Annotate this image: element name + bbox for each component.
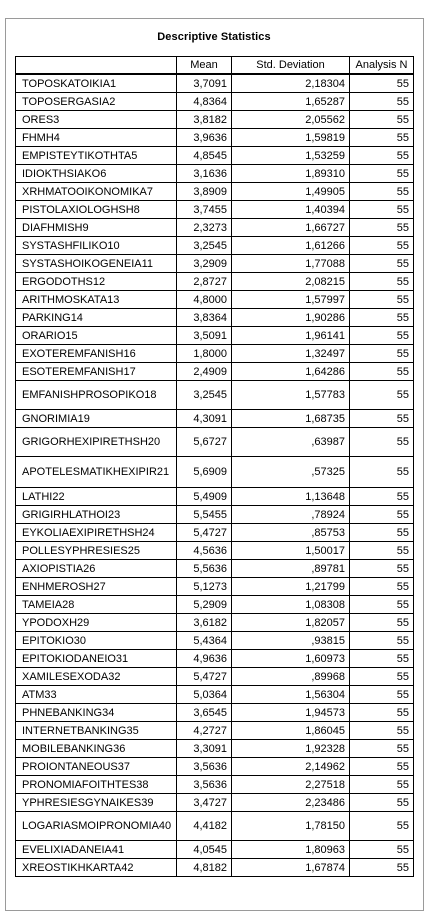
table-row [16,428,414,457]
mean-value: 5,6909 [177,457,232,488]
table-row [16,488,414,506]
row-label: XAMILESEXODA32 [16,668,177,686]
mean-value: 5,4909 [177,488,232,506]
table-row [16,740,414,758]
std-deviation-value: 1,77088 [232,255,350,273]
row-label: ATM33 [16,686,177,704]
std-deviation-value: 1,49905 [232,183,350,201]
table-row [16,410,414,428]
row-label: ERGODOTHS12 [16,273,177,291]
mean-value: 3,2545 [177,381,232,410]
mean-value: 4,3091 [177,410,232,428]
row-label: TAMEIA28 [16,596,177,614]
mean-value: 4,9636 [177,650,232,668]
mean-value: 3,7455 [177,201,232,219]
mean-value: 5,2909 [177,596,232,614]
row-label: EPITOKIODANEIO31 [16,650,177,668]
mean-value: 3,8182 [177,111,232,129]
analysis-n-value: 55 [350,147,414,165]
table-row [16,578,414,596]
std-deviation-value: 1,68735 [232,410,350,428]
analysis-n-value: 55 [350,363,414,381]
mean-value: 2,4909 [177,363,232,381]
table-row [16,758,414,776]
mean-value: 3,2909 [177,255,232,273]
analysis-n-value: 55 [350,111,414,129]
table-row [16,650,414,668]
row-label: LATHI22 [16,488,177,506]
table-row [16,327,414,345]
analysis-n-value: 55 [350,74,414,93]
std-deviation-value: 1,08308 [232,596,350,614]
table-row [16,74,414,93]
row-label: TOPOSERGASIA2 [16,93,177,111]
std-deviation-value: 2,27518 [232,776,350,794]
row-label: ORES3 [16,111,177,129]
std-deviation-value: ,78924 [232,506,350,524]
row-label: GRIGORHEXIPIRETHSH20 [16,428,177,457]
row-label: LOGARIASMOIPRONOMIA40 [16,812,177,841]
analysis-n-value: 55 [350,255,414,273]
table-row [16,614,414,632]
mean-value: 1,8000 [177,345,232,363]
table-row [16,183,414,201]
std-deviation-value: 2,23486 [232,794,350,812]
table-row [16,704,414,722]
mean-value: 3,9636 [177,129,232,147]
table-row [16,506,414,524]
mean-value: 3,7091 [177,74,232,93]
mean-value: 3,8909 [177,183,232,201]
row-label: EXOTEREMFANISH16 [16,345,177,363]
std-deviation-value: 1,94573 [232,704,350,722]
std-deviation-value: 2,08215 [232,273,350,291]
std-deviation-value: 1,21799 [232,578,350,596]
mean-value: 3,6545 [177,704,232,722]
row-label: FHMH4 [16,129,177,147]
mean-value: 4,5636 [177,542,232,560]
mean-value: 5,4364 [177,632,232,650]
std-deviation-value: 1,32497 [232,345,350,363]
table-row [16,776,414,794]
table-row [16,722,414,740]
row-label: YPHRESIESGYNAIKES39 [16,794,177,812]
analysis-n-value: 55 [350,183,414,201]
analysis-n-value: 55 [350,740,414,758]
mean-value: 5,6727 [177,428,232,457]
mean-value: 3,8364 [177,309,232,327]
analysis-n-value: 55 [350,722,414,740]
analysis-n-value: 55 [350,524,414,542]
std-deviation-value: 2,18304 [232,74,350,93]
row-label: DIAFHMISH9 [16,219,177,237]
std-deviation-value: 1,59819 [232,129,350,147]
mean-value: 4,8545 [177,147,232,165]
analysis-n-value: 55 [350,457,414,488]
table-row [16,560,414,578]
mean-value: 3,5636 [177,758,232,776]
row-label: XREOSTIKHKARTA42 [16,859,177,877]
std-deviation-value: ,85753 [232,524,350,542]
std-deviation-value: 1,65287 [232,93,350,111]
table-row [16,219,414,237]
row-label: PARKING14 [16,309,177,327]
std-deviation-value: 1,53259 [232,147,350,165]
std-deviation-value: 1,60973 [232,650,350,668]
analysis-n-value: 55 [350,219,414,237]
std-deviation-value: 1,92328 [232,740,350,758]
analysis-n-value: 55 [350,542,414,560]
analysis-n-value: 55 [350,273,414,291]
row-label: TOPOSKATOIKIA1 [16,74,177,93]
row-label: MOBILEBANKING36 [16,740,177,758]
analysis-n-value: 55 [350,381,414,410]
analysis-n-value: 55 [350,93,414,111]
analysis-n-value: 55 [350,859,414,877]
row-label: PISTOLAXIOLOGHSH8 [16,201,177,219]
row-label: GNORIMIA19 [16,410,177,428]
analysis-n-value: 55 [350,668,414,686]
mean-value: 3,4727 [177,794,232,812]
std-deviation-value: 1,57783 [232,381,350,410]
header-row [16,57,414,75]
analysis-n-value: 55 [350,812,414,841]
analysis-n-value: 55 [350,309,414,327]
table-row [16,596,414,614]
mean-value: 5,4727 [177,668,232,686]
analysis-n-value: 55 [350,327,414,345]
table-row [16,632,414,650]
std-deviation-value: 1,78150 [232,812,350,841]
row-label: IDIOKTHSIAKO6 [16,165,177,183]
analysis-n-value: 55 [350,506,414,524]
analysis-n-value: 55 [350,776,414,794]
analysis-n-value: 55 [350,410,414,428]
mean-value: 2,8727 [177,273,232,291]
table-row [16,363,414,381]
mean-value: 5,1273 [177,578,232,596]
table-row [16,255,414,273]
row-label: PROIONTANEOUS37 [16,758,177,776]
mean-value: 3,5636 [177,776,232,794]
mean-value: 4,8000 [177,291,232,309]
analysis-n-value: 55 [350,632,414,650]
std-deviation-value: 1,80963 [232,841,350,859]
analysis-n-value: 55 [350,704,414,722]
table-row [16,457,414,488]
analysis-n-value: 55 [350,841,414,859]
std-deviation-value: 1,86045 [232,722,350,740]
analysis-n-value: 55 [350,428,414,457]
table-row [16,841,414,859]
analysis-n-value: 55 [350,578,414,596]
analysis-n-value: 55 [350,345,414,363]
table-title: Descriptive Statistics [157,31,271,43]
table-row [16,794,414,812]
mean-value: 4,0545 [177,841,232,859]
row-label: PHNEBANKING34 [16,704,177,722]
mean-value: 3,6182 [177,614,232,632]
std-deviation-value: 1,96141 [232,327,350,345]
table-row [16,201,414,219]
table-body [16,74,414,877]
table-row [16,345,414,363]
std-deviation-value: ,63987 [232,428,350,457]
row-label: PRONOMIAFOITHTES38 [16,776,177,794]
std-deviation-value: 1,82057 [232,614,350,632]
table-row [16,165,414,183]
table-row [16,859,414,877]
row-label: ESOTEREMFANISH17 [16,363,177,381]
row-label: AXIOPISTIA26 [16,560,177,578]
table-row [16,524,414,542]
row-label: ENHMEROSH27 [16,578,177,596]
analysis-n-value: 55 [350,794,414,812]
mean-value: 5,5636 [177,560,232,578]
std-deviation-value: 2,14962 [232,758,350,776]
row-label: EMFANISHPROSOPIKO18 [16,381,177,410]
mean-value: 3,5091 [177,327,232,345]
row-label: POLLESYPHRESIES25 [16,542,177,560]
mean-value: 4,8182 [177,859,232,877]
table-row [16,381,414,410]
row-label: XRHMATOOIKONOMIKA7 [16,183,177,201]
row-label: ORARIO15 [16,327,177,345]
std-deviation-value: 1,56304 [232,686,350,704]
std-deviation-value: 1,89310 [232,165,350,183]
mean-value: 5,4727 [177,524,232,542]
analysis-n-value: 55 [350,650,414,668]
std-deviation-value: 2,05562 [232,111,350,129]
mean-value: 3,1636 [177,165,232,183]
mean-value: 5,5455 [177,506,232,524]
std-deviation-value: ,89968 [232,668,350,686]
column-header-analysis-n: Analysis N [350,57,414,75]
table-row [16,237,414,255]
column-header-variable [16,57,177,75]
descriptive-statistics-table [15,56,414,877]
table-row [16,668,414,686]
std-deviation-value: ,57325 [232,457,350,488]
analysis-n-value: 55 [350,686,414,704]
std-deviation-value: 1,67874 [232,859,350,877]
table-row [16,129,414,147]
mean-value: 3,2545 [177,237,232,255]
row-label: APOTELESMATIKHEXIPIR21 [16,457,177,488]
row-label: ARITHMOSKATA13 [16,291,177,309]
analysis-n-value: 55 [350,165,414,183]
mean-value: 4,2727 [177,722,232,740]
table-row [16,812,414,841]
table-row [16,686,414,704]
std-deviation-value: 1,40394 [232,201,350,219]
std-deviation-value: ,89781 [232,560,350,578]
std-deviation-value: 1,64286 [232,363,350,381]
analysis-n-value: 55 [350,488,414,506]
row-label: YPODOXH29 [16,614,177,632]
row-label: GRIGIRHLATHOI23 [16,506,177,524]
mean-value: 4,4182 [177,812,232,841]
row-label: INTERNETBANKING35 [16,722,177,740]
analysis-n-value: 55 [350,596,414,614]
row-label: SYSTASHOIKOGENEIA11 [16,255,177,273]
table-row [16,291,414,309]
mean-value: 2,3273 [177,219,232,237]
analysis-n-value: 55 [350,560,414,578]
std-deviation-value: 1,66727 [232,219,350,237]
table-row [16,309,414,327]
row-label: EMPISTEYTIKOTHTA5 [16,147,177,165]
analysis-n-value: 55 [350,129,414,147]
analysis-n-value: 55 [350,291,414,309]
analysis-n-value: 55 [350,758,414,776]
row-label: SYSTASHFILIKO10 [16,237,177,255]
mean-value: 4,8364 [177,93,232,111]
std-deviation-value: 1,57997 [232,291,350,309]
table-row [16,147,414,165]
std-deviation-value: 1,50017 [232,542,350,560]
analysis-n-value: 55 [350,237,414,255]
row-label: EYKOLIAEXIPIRETHSH24 [16,524,177,542]
row-label: EVELIXIADANEIA41 [16,841,177,859]
table-row [16,93,414,111]
table-row [16,111,414,129]
row-label: EPITOKIO30 [16,632,177,650]
std-deviation-value: ,93815 [232,632,350,650]
analysis-n-value: 55 [350,614,414,632]
std-deviation-value: 1,13648 [232,488,350,506]
std-deviation-value: 1,61266 [232,237,350,255]
column-header-std-deviation: Std. Deviation [232,57,350,75]
std-deviation-value: 1,90286 [232,309,350,327]
analysis-n-value: 55 [350,201,414,219]
mean-value: 5,0364 [177,686,232,704]
column-header-mean: Mean [177,57,232,75]
table-row [16,542,414,560]
table-row [16,273,414,291]
mean-value: 3,3091 [177,740,232,758]
